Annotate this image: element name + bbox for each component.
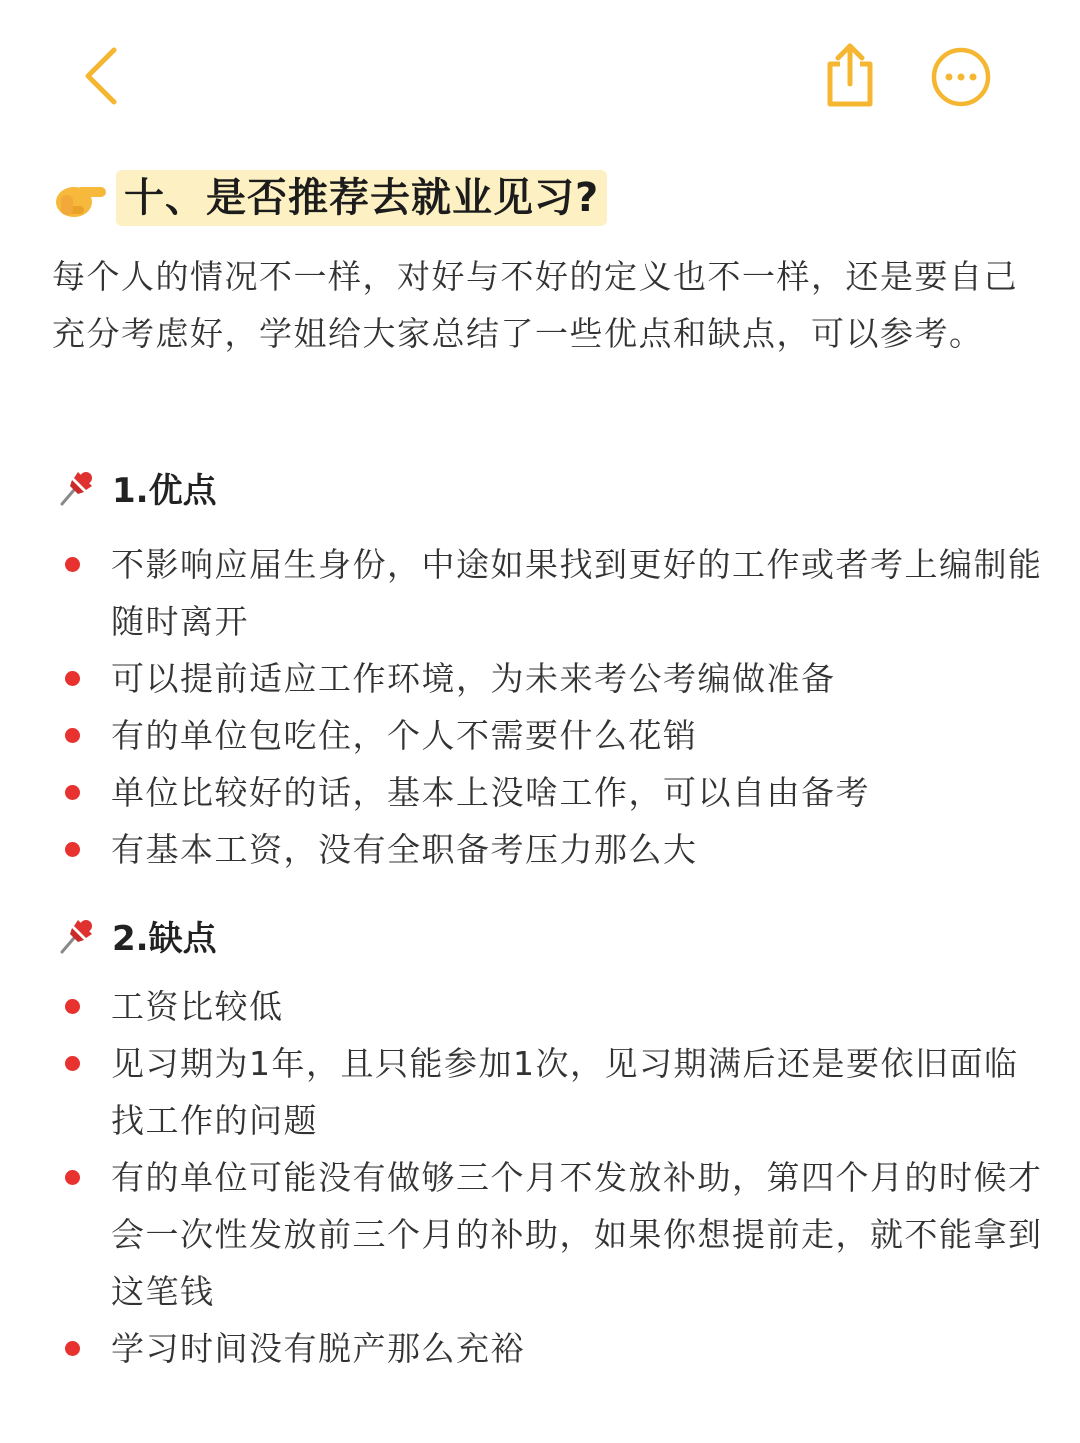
bullet-icon bbox=[64, 1055, 81, 1072]
list-item-text: 见习期为1年，且只能参加1次，见习期满后还是要依旧面临找工作的问题 bbox=[111, 1044, 1019, 1140]
bullet-icon bbox=[64, 1340, 81, 1357]
list-item-text: 学习时间没有脱产那么充裕 bbox=[111, 1329, 525, 1368]
bullet-icon bbox=[64, 1169, 81, 1186]
more-icon[interactable] bbox=[930, 46, 992, 108]
article-title-row bbox=[52, 168, 607, 228]
list-item-text: 有的单位包吃住，个人不需要什么花销 bbox=[111, 716, 698, 755]
bullet-icon bbox=[64, 784, 81, 801]
bullet-icon bbox=[64, 727, 81, 744]
list-item bbox=[56, 978, 1046, 1035]
bullet-icon bbox=[64, 556, 81, 573]
article-title: 十、是否推荐去就业见习? bbox=[116, 170, 607, 226]
bullet-icon bbox=[64, 998, 81, 1015]
list-item-text: 不影响应届生身份，中途如果找到更好的工作或者考上编制能随时离开 bbox=[111, 545, 1043, 641]
list-item-text: 有的单位可能没有做够三个月不发放补助，第四个月的时候才会一次性发放前三个月的补助，如果你想提前走，就不能拿到这笔钱 bbox=[111, 1158, 1043, 1311]
chevron-left-icon[interactable] bbox=[76, 44, 126, 108]
list-item bbox=[56, 1149, 1046, 1320]
intro-paragraph: 每个人的情况不一样，对好与不好的定义也不一样，还是要自己充分考虑好，学姐给大家总结了一些优点和缺点，可以参考。 bbox=[52, 257, 1018, 353]
share-icon[interactable] bbox=[822, 40, 878, 110]
section-heading-pros bbox=[56, 462, 217, 512]
list-item-text: 有基本工资，没有全职备考压力那么大 bbox=[111, 830, 698, 869]
list-item bbox=[56, 536, 1046, 650]
section-title-cons: 2.缺点 bbox=[112, 918, 217, 959]
section-heading-cons bbox=[56, 910, 217, 960]
top-toolbar bbox=[0, 0, 1080, 150]
bullet-icon bbox=[64, 841, 81, 858]
pushpin-icon bbox=[56, 914, 98, 956]
list-item bbox=[56, 650, 1046, 707]
pushpin-icon bbox=[56, 466, 98, 508]
pointing-right-icon bbox=[52, 173, 108, 223]
list-item bbox=[56, 707, 1046, 764]
bullet-icon bbox=[64, 670, 81, 687]
cons-list bbox=[56, 978, 1046, 1377]
list-item bbox=[56, 764, 1046, 821]
list-item bbox=[56, 1035, 1046, 1149]
list-item-text: 可以提前适应工作环境，为未来考公考编做准备 bbox=[111, 659, 836, 698]
pros-list bbox=[56, 536, 1046, 878]
section-title-pros: 1.优点 bbox=[112, 470, 217, 511]
list-item-text: 单位比较好的话，基本上没啥工作，可以自由备考 bbox=[111, 773, 870, 812]
list-item bbox=[56, 1320, 1046, 1377]
list-item bbox=[56, 821, 1046, 878]
list-item-text: 工资比较低 bbox=[111, 987, 284, 1026]
